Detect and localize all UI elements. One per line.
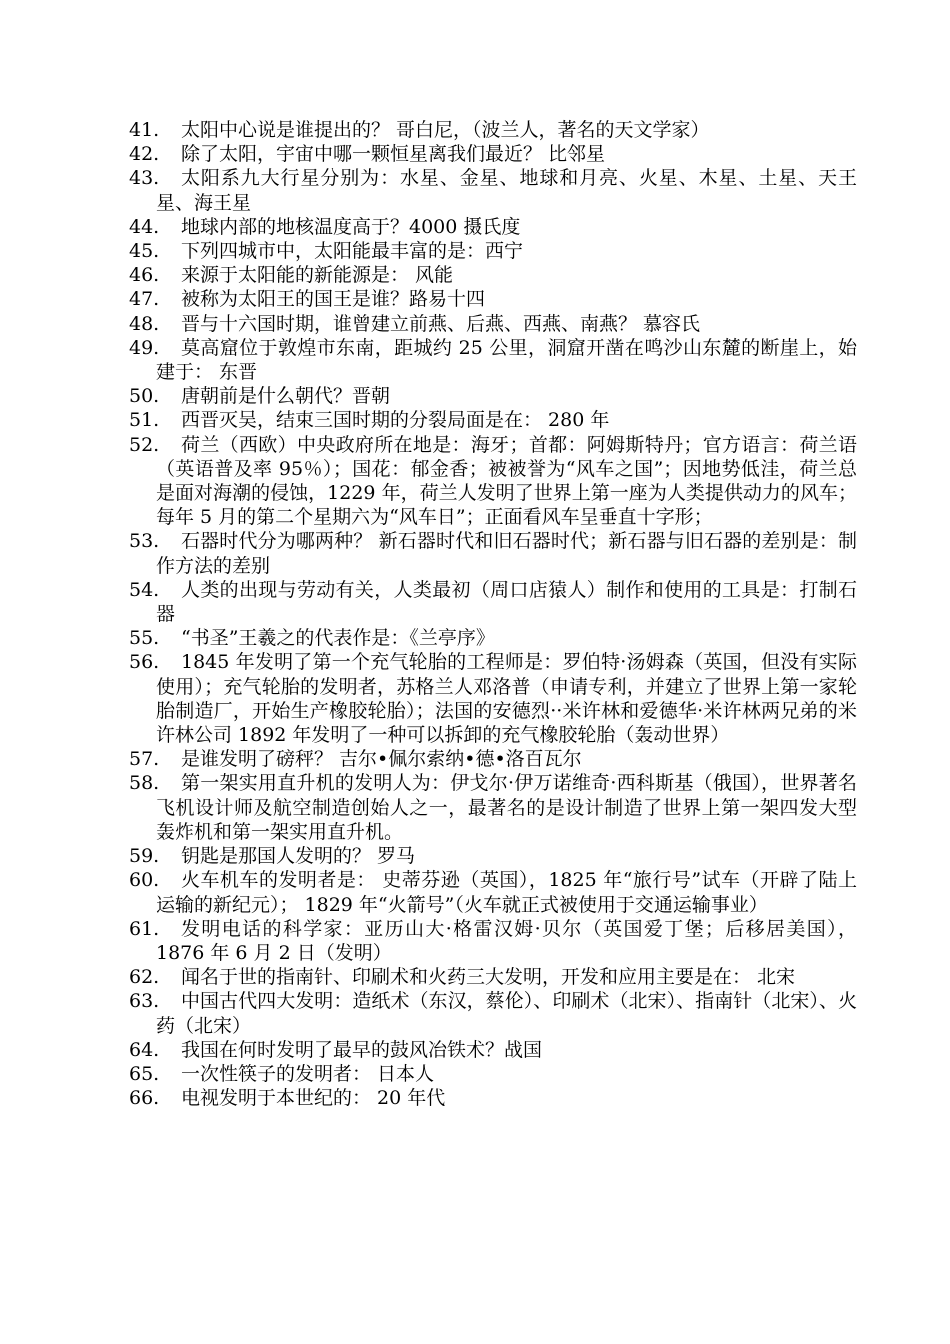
item-text: 火车机车的发明者是： 史蒂芬逊（英国），1825 年“旅行号”试车（开辟了陆上运输的新纪元）； 1829 年“火箭号”（火车就正式被使用于交通运输事业） <box>156 869 857 916</box>
list-item <box>129 263 857 287</box>
item-text: 除了太阳，宇宙中哪一颗恒星离我们最近？ 比邻星 <box>181 143 606 166</box>
item-text: 中国古代四大发明：造纸术（东汉，蔡伦）、印刷术（北宋）、指南针（北宋）、火药（北宋） <box>156 990 857 1037</box>
item-number: 60. <box>129 869 160 892</box>
item-text: 太阳中心说是谁提出的？ 哥白尼，（波兰人，著名的天文学家） <box>181 119 710 141</box>
item-text: “书圣”王羲之的代表作是：《兰亭序》 <box>181 627 495 650</box>
item-number: 49. <box>129 336 160 359</box>
item-number: 59. <box>129 845 160 868</box>
list-item <box>129 336 857 384</box>
list-item <box>129 771 857 844</box>
list-item <box>129 433 857 530</box>
item-number: 66. <box>129 1087 160 1110</box>
list-item <box>129 650 857 747</box>
item-number: 57. <box>129 748 160 771</box>
item-text: 第一架实用直升机的发明人为：伊戈尔·伊万诺维奇·西科斯基（俄国），世界著名飞机设计师及航空制造创始人之一，最著名的是设计制造了世界上第一架四发大型轰炸机和第一架实用直升机。 <box>156 772 857 843</box>
item-number: 55. <box>129 627 160 650</box>
item-number: 54. <box>129 578 160 601</box>
item-text: 唐朝前是什么朝代？晋朝 <box>181 385 391 408</box>
document-body <box>0 118 950 1110</box>
item-number: 65. <box>129 1062 160 1085</box>
list-item <box>129 989 857 1037</box>
list-item <box>129 384 857 408</box>
item-text: 晋与十六国时期，谁曾建立前燕、后燕、西燕、南燕？ 慕容氏 <box>181 312 701 335</box>
item-text: 荷兰（西欧）中央政府所在地是：海牙；首都：阿姆斯特丹；官方语言：荷兰语（英语普及率 95％）；国花：郁金香；被被誉为“风车之国”；因地势低洼，荷兰总是面对海潮的侵蚀，1229 年，荷兰人发明了世界上第一座为人类提供动力的风车；每年 5 月的第二个星期六为“风车日”；正面看风车呈垂直十字形； <box>156 433 857 529</box>
item-number: 41. <box>129 119 160 141</box>
item-text: 被称为太阳王的国王是谁？路易十四 <box>181 288 486 311</box>
list-item <box>129 868 857 916</box>
item-text: 发明电话的科学家：亚历山大·格雷汉姆·贝尔（英国爱丁堡；后移居美国），1876 年 6 月 2 日（发明） <box>156 917 857 964</box>
list-item <box>129 215 857 239</box>
list-item <box>129 747 857 771</box>
item-text: 来源于太阳能的新能源是： 风能 <box>181 264 454 287</box>
item-number: 63. <box>129 990 160 1013</box>
item-number: 61. <box>129 917 160 940</box>
item-text: 我国在何时发明了最早的鼓风冶铁术？战国 <box>181 1038 543 1061</box>
item-text: 莫高窟位于敦煌市东南，距城约 25 公里，洞窟开凿在鸣沙山东麓的断崖上，始建于： 东晋 <box>156 336 857 384</box>
item-text: 一次性筷子的发明者： 日本人 <box>181 1062 435 1085</box>
list-item <box>129 1086 857 1110</box>
item-number: 48. <box>129 312 160 335</box>
list-item <box>129 917 857 965</box>
item-number: 45. <box>129 240 160 263</box>
item-number: 51. <box>129 409 160 432</box>
item-number: 58. <box>129 772 160 795</box>
list-item <box>129 1062 857 1086</box>
list-item <box>129 626 857 650</box>
list-item <box>129 578 857 626</box>
list-item <box>129 965 857 989</box>
list-item <box>129 1038 857 1062</box>
item-number: 56. <box>129 651 160 674</box>
item-number: 50. <box>129 385 160 408</box>
list-item <box>129 312 857 336</box>
item-text: 地球内部的地核温度高于？4000 摄氏度 <box>181 215 521 238</box>
item-text: 钥匙是那国人发明的？ 罗马 <box>181 845 416 868</box>
item-number: 64. <box>129 1038 160 1061</box>
list-item <box>129 166 857 214</box>
list-item <box>129 142 857 166</box>
item-text: 下列四城市中，太阳能最丰富的是：西宁 <box>181 240 524 263</box>
item-number: 44. <box>129 215 160 238</box>
list-item <box>129 844 857 868</box>
item-text: 电视发明于本世纪的： 20 年代 <box>181 1087 446 1110</box>
list-item <box>129 118 857 142</box>
item-number: 42. <box>129 143 160 166</box>
item-number: 53. <box>129 530 160 553</box>
list-item <box>129 239 857 263</box>
list-item <box>129 529 857 577</box>
item-text: 1845 年发明了第一个充气轮胎的工程师是：罗伯特·汤姆森（英国，但没有实际使用）；充气轮胎的发明者，苏格兰人邓洛普（申请专利，并建立了世界上第一家轮胎制造厂，开始生产橡胶轮胎）；法国的安德烈··米许林和爱德华·米许林两兄弟的米许林公司 1892 年发明了一种可以拆卸的充气橡胶轮胎（轰动世界） <box>156 651 857 747</box>
item-text: 太阳系九大行星分别为：水星、金星、地球和月亮、火星、木星、土星、天王星、海王星 <box>156 167 857 214</box>
item-number: 62. <box>129 966 160 989</box>
item-text: 石器时代分为哪两种？ 新石器时代和旧石器时代；新石器与旧石器的差别是：制作方法的差别 <box>156 530 857 577</box>
item-text: 闻名于世的指南针、印刷术和火药三大发明，开发和应用主要是在： 北宋 <box>181 966 796 989</box>
item-number: 52. <box>129 433 160 456</box>
list-item <box>129 287 857 311</box>
item-number: 47. <box>129 288 160 311</box>
item-text: 西晋灭吴，结束三国时期的分裂局面是在： 280 年 <box>181 409 610 432</box>
item-text: 人类的出现与劳动有关，人类最初（周口店猿人）制作和使用的工具是：打制石器 <box>156 578 857 626</box>
item-text: 是谁发明了磅秤？ 吉尔•佩尔索纳•德•洛百瓦尔 <box>181 748 582 771</box>
item-number: 46. <box>129 264 160 287</box>
list-item <box>129 408 857 432</box>
item-number: 43. <box>129 167 160 190</box>
